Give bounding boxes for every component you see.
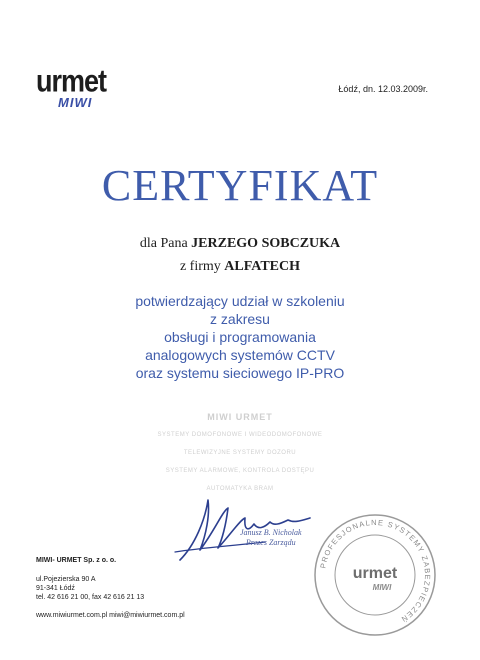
signer-role: Prezes Zarządu: [245, 538, 296, 547]
company-phones: tel. 42 616 21 00, fax 42 616 21 13: [36, 594, 145, 601]
company-web: www.miwiurmet.com.pl miwi@miwiurmet.com.pl: [36, 612, 185, 619]
watermark-heading: MIWI URMET: [207, 412, 273, 422]
signer-name: Janusz B. Nicholak: [240, 528, 302, 537]
certificate-title: CERTYFIKAT: [101, 161, 379, 210]
stamp-sub: MIWI: [372, 583, 392, 592]
recipient-company: ALFATECH: [224, 259, 301, 274]
watermark-line: TELEWIZYJNE SYSTEMY DOZORU: [183, 450, 297, 456]
company-city: 91-341 Łódź: [36, 585, 75, 592]
company-details: [36, 556, 185, 620]
signer-block: [240, 528, 302, 548]
stamp-brand: urmet: [352, 565, 398, 582]
watermark-line: SYSTEMY ALARMOWE, KONTROLA DOSTĘPU: [165, 468, 315, 474]
recipient-prefix: dla Pana: [139, 236, 188, 251]
body-line: oraz systemu sieciowego IP-PRO: [135, 365, 345, 381]
logo-sub: MIWI: [58, 95, 93, 110]
body-line: analogowych systemów CCTV: [145, 347, 335, 363]
company-stamp: [310, 510, 440, 640]
company-prefix: z firmy: [179, 259, 221, 274]
watermark: [0, 408, 480, 498]
company-name: MIWI- URMET Sp. z o. o.: [36, 557, 117, 564]
watermark-line: SYSTEMY DOMOFONOWE I WIDEODOMOFONOWE: [157, 432, 323, 438]
stamp-ring-text: PROFESJONALNE SYSTEMY ZABEZPIECZEŃ: [318, 517, 433, 625]
body-line: obsługi i programowania: [164, 329, 316, 345]
place-date: Łódź, dn. 12.03.2009r.: [338, 84, 428, 94]
certificate-body: [0, 292, 480, 382]
recipient-line-2: [0, 255, 480, 278]
recipient-block: [0, 232, 480, 278]
recipient-line-1: [0, 232, 480, 255]
watermark-line: AUTOMATYKA BRAM: [206, 486, 274, 492]
urmet-miwi-logo: [36, 63, 126, 110]
logo-brand: urmet: [36, 63, 107, 99]
recipient-name: JERZEGO SOBCZUKA: [191, 236, 341, 251]
body-line: z zakresu: [210, 311, 270, 327]
body-line: potwierdzający udział w szkoleniu: [135, 293, 345, 309]
company-street: ul.Pojezierska 90 A: [36, 576, 96, 583]
